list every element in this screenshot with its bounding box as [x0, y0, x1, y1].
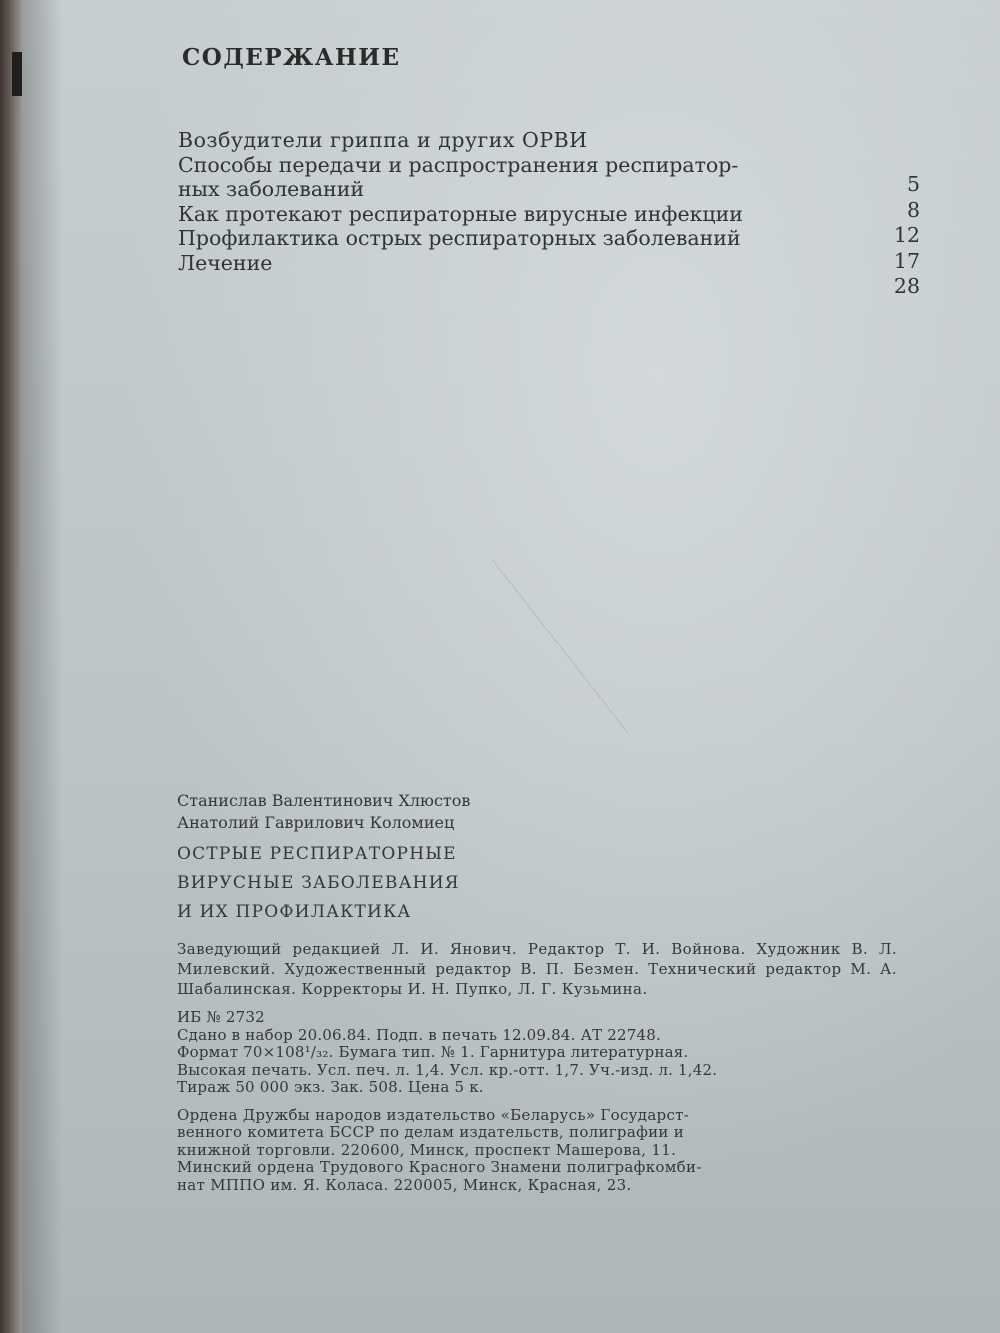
print-detail-line: Формат 70×108¹/₃₂. Бумага тип. № 1. Гарнитура литературная.: [177, 1043, 689, 1061]
print-details: [177, 1009, 897, 1097]
book-title-line: ОСТРЫЕ РЕСПИРАТОРНЫЕ: [177, 844, 457, 864]
print-detail-line: Высокая печать. Усл. печ. л. 1,4. Усл. кр.-отт. 1,7. Уч.-изд. л. 1,42.: [177, 1060, 718, 1079]
toc-page-number: 28: [893, 274, 920, 298]
book-page: [22, 0, 1000, 1333]
toc-entry: Возбудители гриппа и других ОРВИ: [178, 128, 588, 152]
publisher-line: венного комитета БССР по делам издательств, полиграфии и: [177, 1123, 685, 1141]
publisher-line: Минский ордена Трудового Красного Знамени полиграфкомби-: [177, 1158, 702, 1176]
print-detail-line: ИБ № 2732: [177, 1008, 265, 1026]
publisher-info: [177, 1107, 897, 1195]
book-title: [177, 840, 897, 927]
print-detail-line: Тираж 50 000 экз. Зак. 508. Цена 5 к.: [177, 1078, 484, 1096]
toc-page-numbers: [860, 172, 920, 300]
publisher-line: книжной торговли. 220600, Минск, проспект Машерова, 11.: [177, 1140, 677, 1159]
author-name: Станислав Валентинович Хлюстов: [177, 791, 471, 810]
page-crease: [492, 418, 809, 734]
colophon: [177, 790, 897, 1194]
toc-entry: Лечение: [178, 250, 273, 275]
toc-page-number: 8: [906, 197, 920, 222]
toc-page-number: 17: [893, 248, 920, 273]
toc-entry: ных заболеваний: [178, 177, 365, 201]
editorial-staff: Заведующий редакцией Л. И. Янович. Редактор Т. И. Войнова. Художник В. Л. Милевский. Художественный редактор В. П. Безмен. Технический редактор М. А. Шабалинская. Корректоры И. Н. Пупко, Л. Г. Кузьмина.: [177, 940, 897, 998]
book-title-line: И ИХ ПРОФИЛАКТИКА: [177, 902, 412, 922]
toc-heading: СОДЕРЖАНИЕ: [182, 44, 401, 71]
publisher-line: нат МППО им. Я. Коласа. 220005, Минск, Красная, 23.: [177, 1175, 632, 1194]
toc-page-number: 12: [893, 223, 920, 247]
toc-entry: Способы передачи и распространения респиратор-: [178, 152, 739, 177]
toc-entries: [178, 128, 858, 275]
book-spine: [0, 0, 22, 1333]
toc-page-number: 5: [906, 172, 920, 196]
author-name: Анатолий Гаврилович Коломиец: [177, 813, 455, 832]
toc-entry: Как протекают респираторные вирусные инфекции: [178, 201, 743, 226]
print-detail-line: Сдано в набор 20.06.84. Подп. в печать 12.09.84. АТ 22748.: [177, 1025, 661, 1044]
toc-entry: Профилактика острых респираторных заболеваний: [178, 226, 741, 250]
book-title-line: ВИРУСНЫЕ ЗАБОЛЕВАНИЯ: [177, 873, 460, 893]
publisher-line: Ордена Дружбы народов издательство «Беларусь» Государст-: [177, 1105, 690, 1124]
